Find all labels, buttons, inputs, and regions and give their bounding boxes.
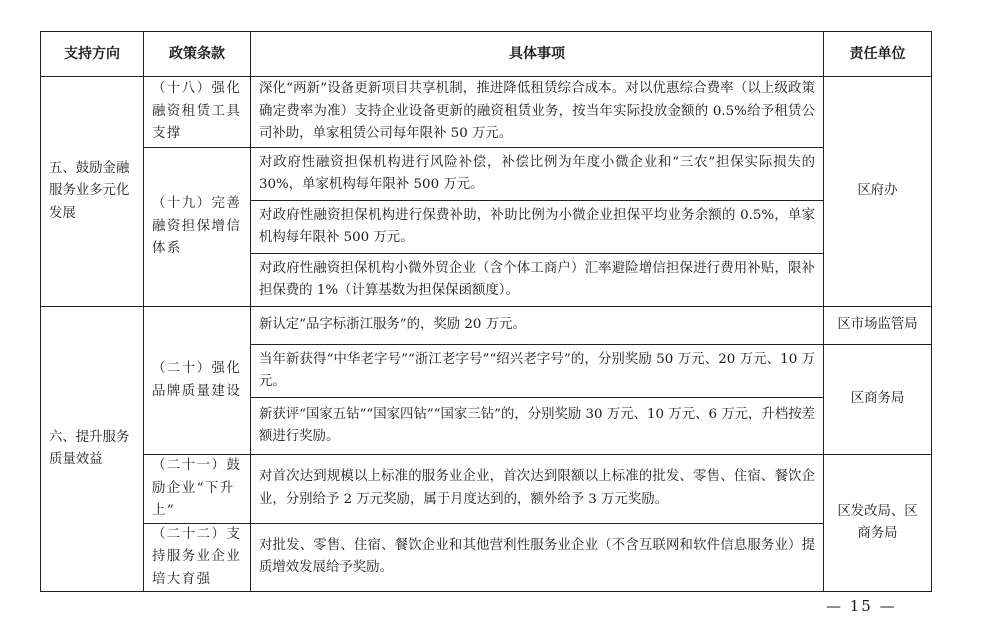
clause-cell: （二十一）鼓励企业“下升上” [144,455,251,524]
policy-table [40,31,932,592]
table-header-row [41,32,932,77]
item-cell: 对政府性融资担保机构进行保费补助，补助比例为小微企业担保平均业务余额的 0.5%，单家机构每年限补 500 万元。 [251,201,824,254]
header-item: 具体事项 [251,32,824,77]
item-cell: 对首次达到规模以上标准的服务业企业，首次达到限额以上标准的批发、零售、住宿、餐饮企业，分别给予 2 万元奖励，属于月度达到的，额外给予 3 万元奖励。 [251,455,824,524]
table-row [41,523,932,592]
table-row [41,455,932,524]
unit-cell: 区市场监管局 [824,307,932,345]
clause-cell: （十九）完善融资担保增信体系 [144,148,251,307]
clause-cell: （二十）强化品牌质量建设 [144,307,251,455]
header-direction: 支持方向 [41,32,144,77]
unit-cell: 区发改局、区商务局 [824,455,932,592]
header-clause: 政策条款 [144,32,251,77]
table-row [41,307,932,345]
table-row [41,77,932,148]
unit-cell: 区商务局 [824,345,932,455]
clause-cell: （二十二）支持服务业企业培大育强 [144,523,251,592]
header-unit: 责任单位 [824,32,932,77]
item-cell: 对批发、零售、住宿、餐饮企业和其他营利性服务业企业（不含互联网和软件信息服务业）提质增效发展给予奖励。 [251,523,824,592]
item-cell: 新认定“品字标浙江服务”的，奖励 20 万元。 [251,307,824,345]
clause-cell: （十八）强化融资租赁工具支撑 [144,77,251,148]
item-cell: 对政府性融资担保机构进行风险补偿，补偿比例为年度小微企业和“三农”担保实际损失的 30%，单家机构每年限补 500 万元。 [251,148,824,201]
page-number: — 15 — [826,597,897,615]
item-cell: 对政府性融资担保机构小微外贸企业（含个体工商户）汇率避险增信担保进行费用补贴，限补担保费的 1%（计算基数为担保保函额度）。 [251,254,824,307]
direction-cell: 五、鼓励金融服务业多元化发展 [41,77,144,307]
direction-cell: 六、提升服务质量效益 [41,307,144,592]
item-cell: 新获评“国家五钻”“国家四钻”“国家三钻”的，分别奖励 30 万元、10 万元、6 万元，升档按差额进行奖励。 [251,398,824,455]
item-cell: 深化“两新”设备更新项目共享机制，推进降低租赁综合成本。对以优惠综合费率（以上级政策确定费率为准）支持企业设备更新的融资租赁业务，按当年实际投放金额的 0.5%给予租赁公司补助，单家租赁公司每年限补 50 万元。 [251,77,824,148]
item-cell: 当年新获得“中华老字号”“浙江老字号”“绍兴老字号”的，分别奖励 50 万元、20 万元、10 万元。 [251,345,824,398]
table-row [41,148,932,201]
unit-cell: 区府办 [824,77,932,307]
